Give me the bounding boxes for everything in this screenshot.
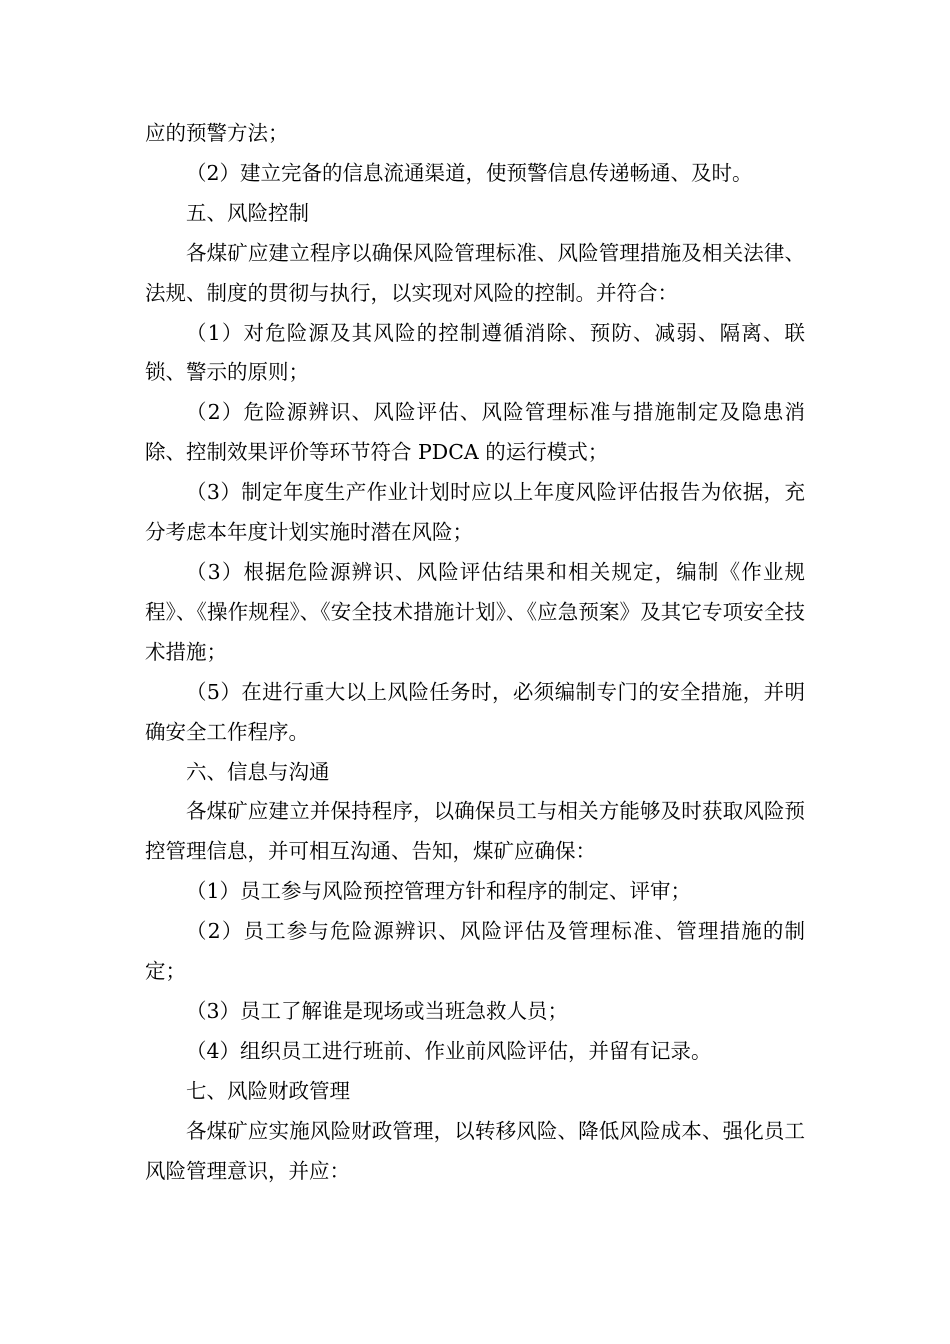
section-heading-7: 七、风险财政管理 <box>186 1078 350 1103</box>
paragraph-13: （2）员工参与危险源辨识、风险评估及管理标准、管理措施的制定； <box>145 919 805 984</box>
paragraph-9: （5）在进行重大以上风险任务时，必须编制专门的安全措施，并明确安全工作程序。 <box>145 679 805 744</box>
paragraph-4: 各煤矿应建立程序以确保风险管理标准、风险管理措施及相关法律、法规、制度的贯彻与执行，以实现对风险的控制。并符合： <box>145 240 805 305</box>
paragraph-1: 应的预警方法； <box>145 121 289 145</box>
paragraph-6: （2）危险源辨识、风险评估、风险管理标准与措施制定及隐患消除、控制效果评价等环节符合 PDCA 的运行模式； <box>145 400 805 465</box>
paragraph-5: （1）对危险源及其风险的控制遵循消除、预防、减弱、隔离、联锁、警示的原则； <box>145 320 805 385</box>
paragraph-14: （3）员工了解谁是现场或当班急救人员； <box>186 998 569 1023</box>
paragraph-12: （1）员工参与风险预控管理方针和程序的制定、评审； <box>186 879 692 904</box>
paragraph-7: （3）制定年度生产作业计划时应以上年度风险评估报告为依据，充分考虑本年度计划实施时潜在风险； <box>145 480 805 545</box>
paragraph-11: 各煤矿应建立并保持程序，以确保员工与相关方能够及时获取风险预控管理信息，并可相互沟通、告知，煤矿应确保： <box>145 799 805 864</box>
section-heading-5: 五、风险控制 <box>186 200 309 225</box>
paragraph-17: 各煤矿应实施风险财政管理，以转移风险、降低风险成本、强化员工风险管理意识，并应： <box>145 1118 805 1183</box>
paragraph-8: （3）根据危险源辨识、风险评估结果和相关规定，编制《作业规程》、《操作规程》、《安全技术措施计划》、《应急预案》及其它专项安全技术措施； <box>145 559 805 664</box>
document-page <box>145 114 805 1191</box>
paragraph-15: （4）组织员工进行班前、作业前风险评估，并留有记录。 <box>186 1038 712 1063</box>
section-heading-6: 六、信息与沟通 <box>186 759 330 784</box>
paragraph-2: （2）建立完备的信息流通渠道，使预警信息传递畅通、及时。 <box>186 160 753 185</box>
